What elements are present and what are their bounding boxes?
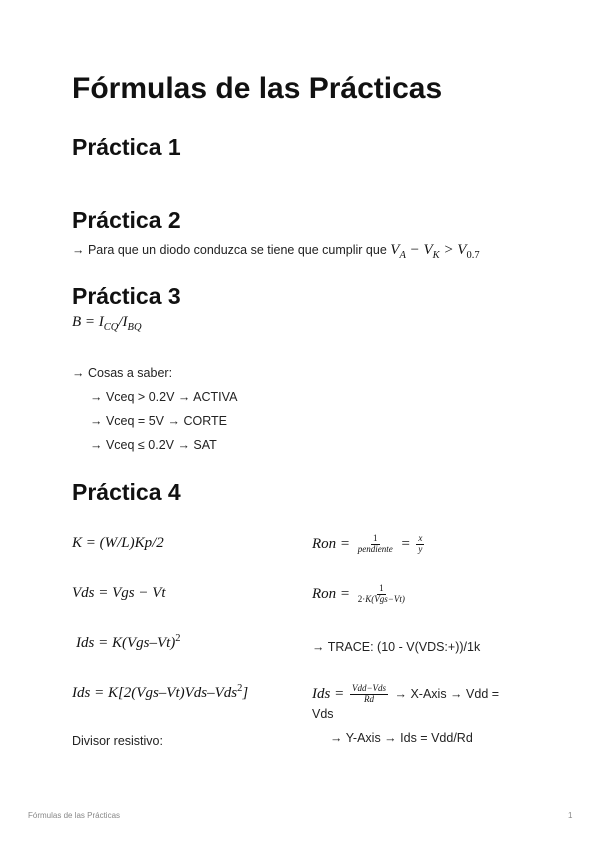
y-axis-text: → Y-Axis → Ids = Vdd/Rd bbox=[330, 731, 473, 745]
heading-practica-2: Práctica 2 bbox=[72, 207, 181, 233]
list-item-corte: → Vceq = 5V → CORTE bbox=[90, 414, 227, 428]
x-axis-text: → X-Axis → Vdd = bbox=[394, 686, 500, 701]
heading-practica-1: Práctica 1 bbox=[72, 134, 181, 160]
ids-load-line bbox=[312, 684, 499, 705]
ron-slope-formula: Ron = $\frac{1}{\text{pendiente}}$ = $\frac{x}{y}$ bbox=[312, 533, 423, 554]
practica-2-sentence: → Para que un diodo conduzca se tiene que cumplir que bbox=[72, 243, 387, 257]
list-item-activa: → Vceq > 0.2V → ACTIVA bbox=[90, 390, 238, 404]
heading-practica-3: Práctica 3 bbox=[72, 283, 181, 309]
practica-2-text bbox=[72, 242, 480, 261]
vds-formula: Vds = Vgs − Vt bbox=[72, 585, 166, 601]
page-title: Fórmulas de las Prácticas bbox=[72, 72, 443, 105]
x-axis-text-cont: Vds bbox=[312, 707, 334, 721]
ron-k-formula: Ron = $\frac{1}{\text{2·K(Vgs−Vt)}}$ bbox=[312, 583, 405, 604]
cosas-a-saber-intro: → Cosas a saber: bbox=[72, 366, 173, 380]
ids-triode-formula: Ids = K[2(Vgs–Vt)Vds–Vds$^2$] bbox=[72, 683, 249, 701]
page-number: 1 bbox=[568, 811, 573, 820]
diode-condition-formula: $V_A - V_K > V_{0.7}$ bbox=[390, 242, 480, 261]
list-item-sat: → Vceq ≤ 0.2V → SAT bbox=[90, 438, 217, 452]
divisor-resistivo-label: Divisor resistivo: bbox=[72, 734, 163, 748]
ids-load-formula: Ids = $\frac{\text{Vdd−Vds}}{Rd}$ bbox=[312, 683, 387, 704]
ids-formula: Ids = $K(Vgs-Vt)^2$ bbox=[76, 633, 181, 651]
beta-formula: $B = I_{CQ}/I_{BQ}$ bbox=[72, 314, 142, 333]
footer-title: Fórmulas de las Prácticas bbox=[28, 811, 121, 820]
k-formula: K = (W/L)Kp/2 bbox=[72, 535, 164, 551]
trace-text: → TRACE: (10 - V(VDS:+))/1k bbox=[312, 640, 481, 654]
heading-practica-4: Práctica 4 bbox=[72, 479, 181, 505]
